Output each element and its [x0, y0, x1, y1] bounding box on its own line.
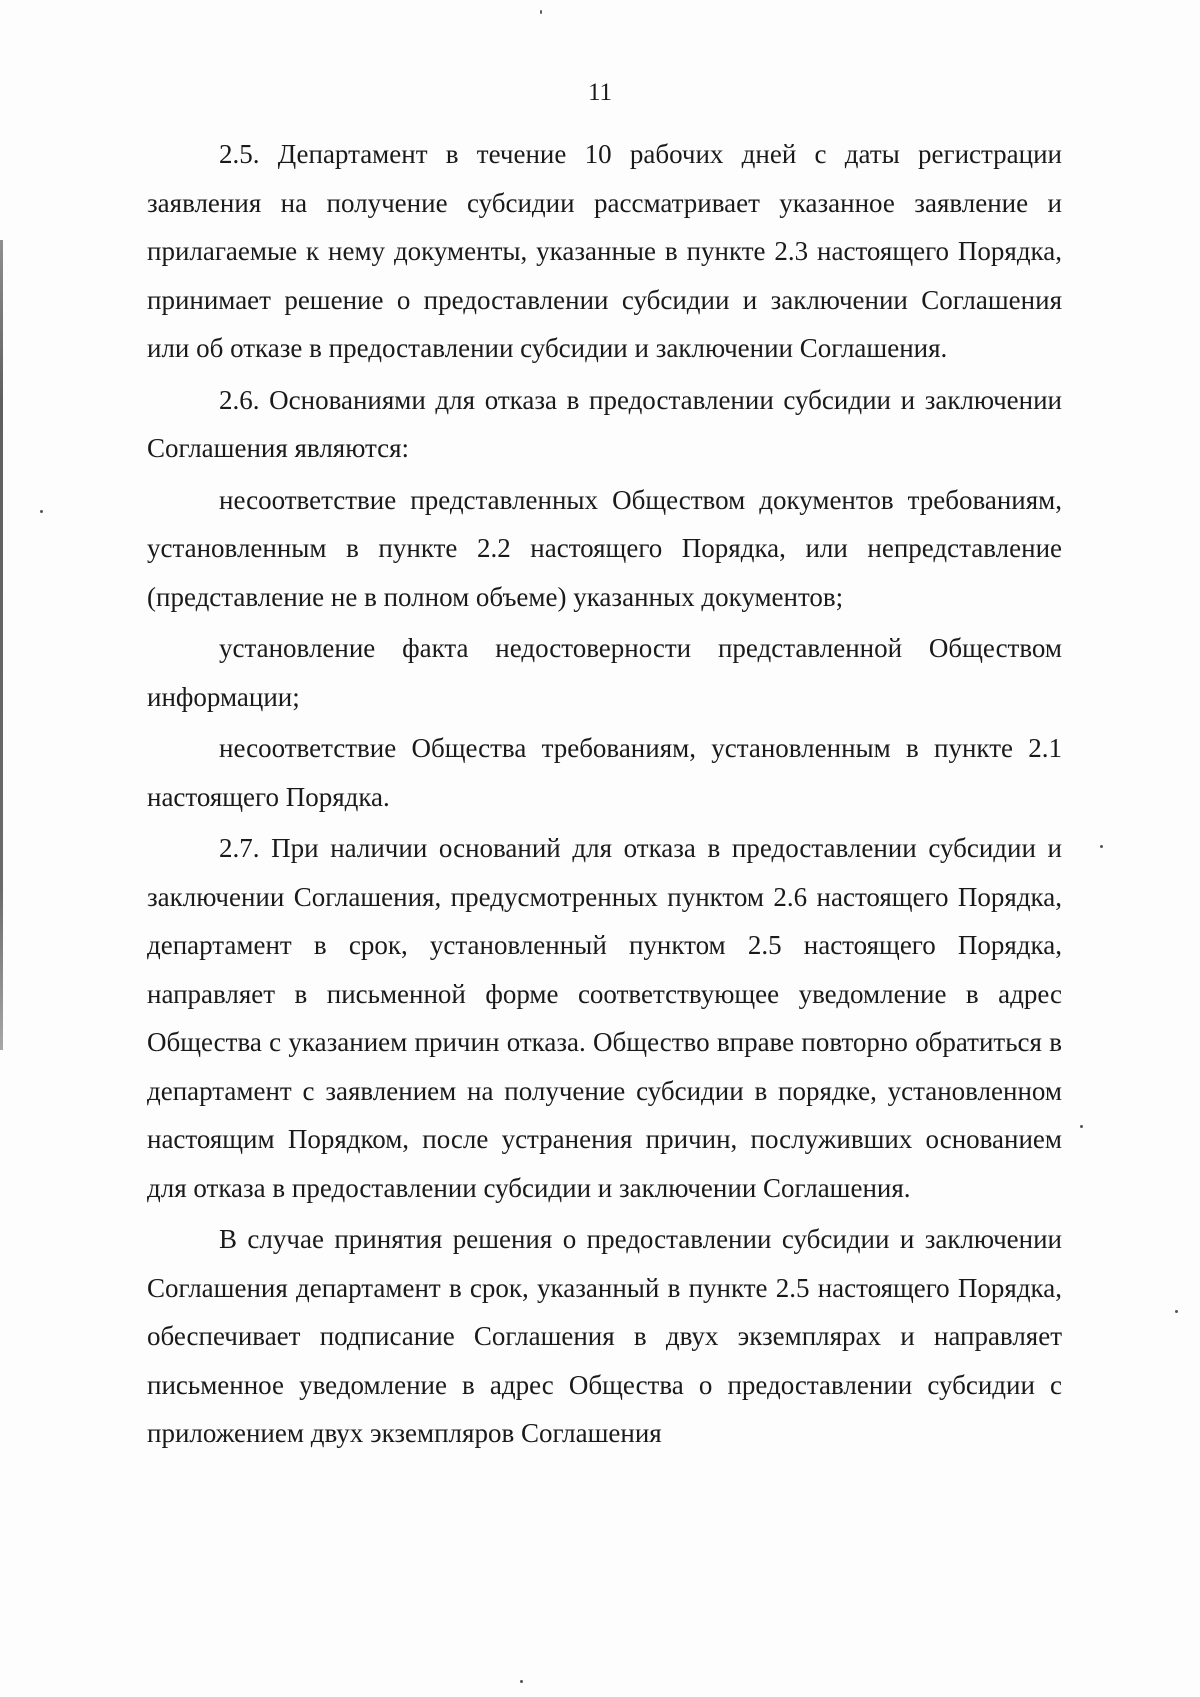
paragraph-reason-1: несоответствие представленных Обществом документов требованиям, установленным в пункте 2.2 настоящего Порядка, или непредставление (представление не в полном объеме) указанных документов; [147, 484, 1062, 612]
document-body [147, 130, 1062, 1458]
scan-edge-shadow [0, 240, 3, 1050]
paragraph-2-7: 2.7. При наличии оснований для отказа в предоставлении субсидии и заключении Соглашения, предусмотренных пунктом 2.6 настоящего Порядка, департамент в срок, установленный пунктом 2.5 настоящего Порядка, направляет в письменной форме соответствующее уведомление в адрес Общества с указанием причин отказа. Общество вправе повторно обратиться в департамент с заявлением на получение субсидии в порядке, установленном настоящим Порядком, после устранения причин, послуживших основанием для отказа в предоставлении субсидии и заключении Соглашения. [147, 833, 1062, 1203]
scan-speck [540, 10, 542, 14]
scan-speck [520, 1680, 523, 1683]
scan-speck [1175, 1310, 1178, 1313]
scan-speck [40, 510, 43, 513]
paragraph-reason-2: установление факта недостоверности представленной Обществом информации; [147, 633, 1062, 712]
paragraph-reason-3: несоответствие Общества требованиям, установленным в пункте 2.1 настоящего Порядка. [147, 733, 1062, 812]
paragraph-2-6: 2.6. Основаниями для отказа в предоставлении субсидии и заключении Соглашения являются: [147, 384, 1062, 463]
page-number: 11 [587, 79, 613, 106]
paragraph-approval-case: В случае принятия решения о предоставлении субсидии и заключении Соглашения департамент в срок, указанный в пункте 2.5 настоящего Порядка, обеспечивает подписание Соглашения в двух экземплярах и направляет письменное уведомление в адрес Общества о предоставлении субсидии с приложением двух экземпляров Соглашения [147, 1224, 1062, 1448]
scan-speck [1080, 1125, 1083, 1128]
scan-speck [1100, 845, 1103, 848]
paragraph-2-5: 2.5. Департамент в течение 10 рабочих дней с даты регистрации заявления на получение субсидии рассматривает указанное заявление и прилагаемые к нему документы, указанные в пункте 2.3 настоящего Порядка, принимает решение о предоставлении субсидии и заключении Соглашения или об отказе в предоставлении субсидии и заключении Соглашения. [147, 139, 1062, 363]
